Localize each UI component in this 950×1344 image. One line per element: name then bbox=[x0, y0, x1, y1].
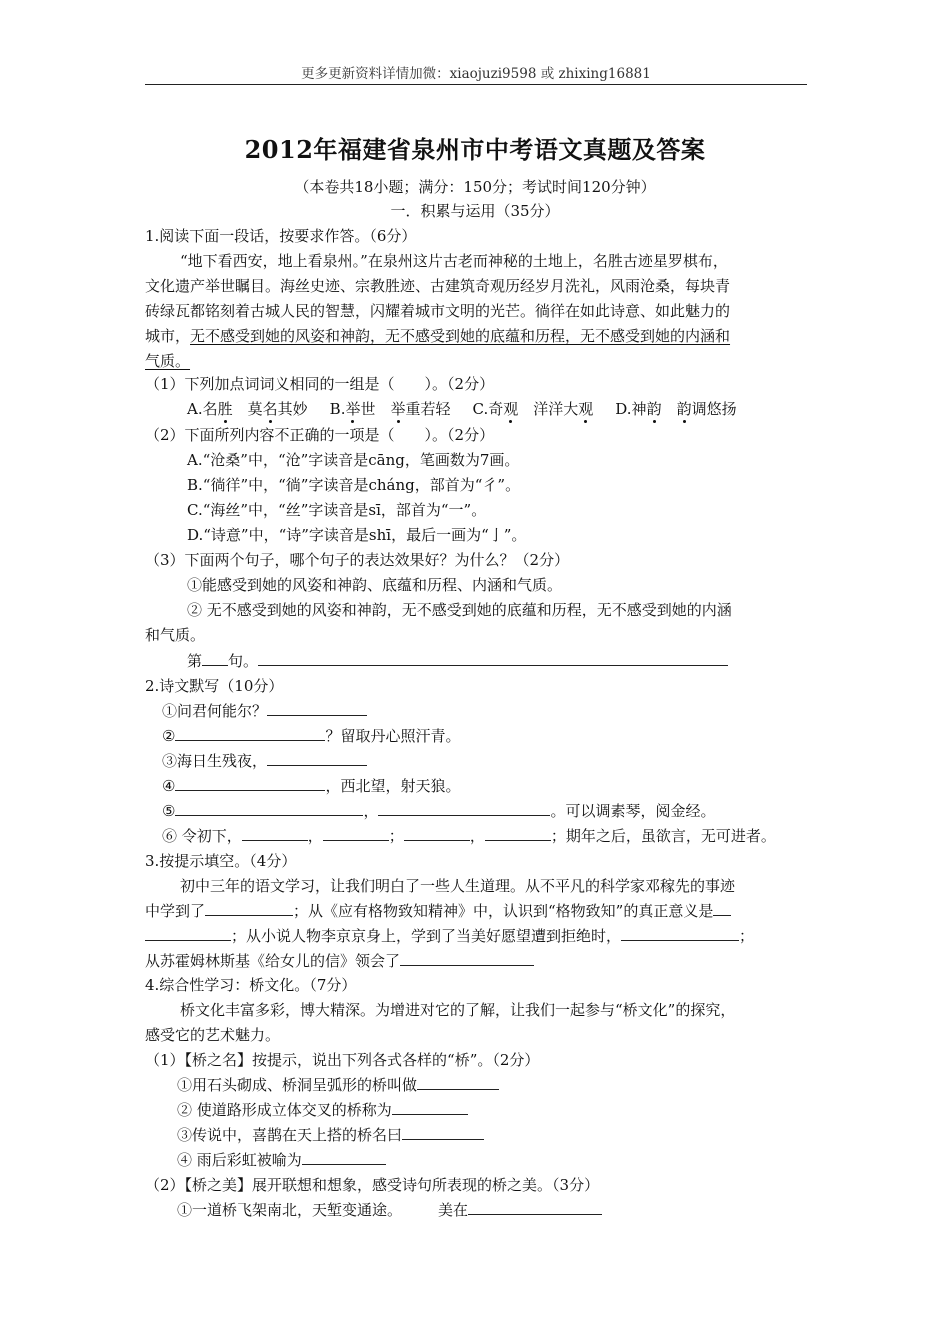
poem-text: ，西北望，射天狼。 bbox=[325, 777, 461, 795]
q2-line-6 bbox=[162, 825, 776, 847]
q1-sub1-options bbox=[187, 398, 737, 420]
q3-text: ； bbox=[739, 927, 755, 945]
answer-blank[interactable] bbox=[621, 925, 739, 941]
answer-suffix: 句。 bbox=[228, 652, 259, 670]
q3-heading: 3.按提示填空。（4分） bbox=[145, 852, 297, 870]
q1-heading: 1.阅读下面一段话，按要求作答。（6分） bbox=[145, 227, 417, 245]
answer-blank[interactable] bbox=[145, 925, 231, 941]
answer-blank[interactable] bbox=[267, 700, 367, 716]
section-heading: 一．积累与运用（35分） bbox=[390, 202, 560, 220]
q1-passage-line: “地下看西安，地上看泉州。”在泉州这片古老而神秘的土地上，名胜古迹星罗棋布， bbox=[180, 252, 728, 270]
poem-text: ， bbox=[363, 802, 379, 820]
answer-blank[interactable] bbox=[392, 1099, 468, 1115]
poem-text: ？留取丹心照汗青。 bbox=[325, 727, 461, 745]
q2-line-3 bbox=[162, 750, 367, 772]
answer-blank[interactable] bbox=[202, 650, 228, 666]
q1-passage-line: 文化遗产举世瞩目。海丝史迹、宗教胜迹、古建筑奇观历经岁月洗礼，风雨沧桑，每块青 bbox=[145, 277, 731, 295]
answer-blank[interactable] bbox=[417, 1074, 499, 1090]
option-b[interactable]: B.举世 举重若轻 bbox=[329, 400, 451, 418]
q1-passage-line: 砖绿瓦都铭刻着古城人民的智慧，闪耀着城市文明的光芒。徜徉在如此诗意、如此魅力的 bbox=[145, 302, 731, 320]
answer-blank[interactable] bbox=[267, 750, 367, 766]
answer-blank[interactable] bbox=[713, 900, 731, 916]
q4-sub1-item bbox=[177, 1074, 499, 1096]
q4-heading: 4.综合性学习：桥文化。（7分） bbox=[145, 976, 357, 994]
answer-blank[interactable] bbox=[400, 950, 534, 966]
poem-number: ② bbox=[162, 727, 176, 745]
q1-sub2-option-c[interactable]: C.“海丝”中，“丝”字读音是sī，部首为“一”。 bbox=[187, 501, 487, 519]
poem-text: 。可以调素琴，阅金经。 bbox=[550, 802, 716, 820]
poem-number: ⑤ bbox=[162, 802, 176, 820]
q4-sub1: （1）【桥之名】按提示，说出下列各式各样的“桥”。（2分） bbox=[145, 1051, 540, 1069]
q1-sub2: （2）下面所列内容不正确的一项是（ ）。（2分） bbox=[145, 426, 495, 444]
answer-blank[interactable] bbox=[302, 1149, 386, 1165]
q4-item-text: ② 使道路形成立体交叉的桥称为 bbox=[177, 1101, 392, 1119]
q2-line-1 bbox=[162, 700, 367, 722]
answer-blank[interactable] bbox=[485, 825, 551, 841]
q4-item-text: ①一道桥飞架南北，天堑变通途。 bbox=[177, 1201, 403, 1219]
q4-sub2: （2）【桥之美】展开联想和想象，感受诗句所表现的桥之美。（3分） bbox=[145, 1176, 600, 1194]
q1-sub3-sentence-1: ①能感受到她的风姿和神韵、底蕴和历程、内涵和气质。 bbox=[187, 576, 563, 594]
option-a[interactable]: A.名胜 莫名其妙 bbox=[187, 400, 308, 418]
answer-blank[interactable] bbox=[323, 825, 389, 841]
answer-blank[interactable] bbox=[175, 800, 363, 816]
poem-text: ⑥ 令初下， bbox=[162, 827, 242, 845]
header-divider bbox=[145, 84, 807, 85]
q3-text: ；从《应有格物致知精神》中，认识到“格物致知”的真正意义是 bbox=[293, 902, 714, 920]
page-title: 2012年福建省泉州市中考语文真题及答案 bbox=[244, 135, 706, 164]
answer-prefix: 第 bbox=[187, 652, 203, 670]
poem-punct: ， bbox=[307, 827, 323, 845]
q3-text-line bbox=[145, 950, 534, 972]
q1-sub2-option-d[interactable]: D.“诗意”中，“诗”字读音是shī，最后一画为“亅”。 bbox=[187, 526, 527, 544]
q4-sub1-item bbox=[177, 1124, 484, 1146]
q1-sub2-option-a[interactable]: A.“沧桑”中，“沧”字读音是cāng，笔画数为7画。 bbox=[187, 451, 520, 469]
q1-underlined-sentence-end: 气质。 bbox=[145, 352, 191, 370]
q2-line-5 bbox=[162, 800, 715, 822]
q3-text-line bbox=[145, 900, 731, 922]
q3-text-line bbox=[145, 925, 754, 947]
q1-sub3-sentence-2-end: 和气质。 bbox=[145, 626, 206, 644]
q1-passage-line bbox=[145, 325, 730, 347]
q2-line-2 bbox=[162, 725, 460, 747]
q4-intro-line: 桥文化丰富多彩，博大精深。为增进对它的了解，让我们一起参与“桥文化”的探究， bbox=[180, 1001, 736, 1019]
q1-sub3-answer bbox=[187, 650, 728, 672]
poem-text: ③海日生残夜， bbox=[162, 752, 268, 770]
q3-text: ；从小说人物李京京身上，学到了当美好愿望遭到拒绝时， bbox=[231, 927, 622, 945]
q1-sub3: （3）下面两个句子，哪个句子的表达效果好？为什么？（2分） bbox=[145, 551, 570, 569]
q1-passage-text: 城市， bbox=[145, 327, 191, 345]
answer-blank[interactable] bbox=[404, 825, 470, 841]
q1-underlined-sentence: 无不感受到她的风姿和神韵，无不感受到她的底蕴和历程，无不感受到她的内涵和 bbox=[190, 327, 731, 345]
answer-blank[interactable] bbox=[468, 1199, 602, 1215]
q3-text-line: 初中三年的语文学习，让我们明白了一些人生道理。从不平凡的科学家邓稼先的事迹 bbox=[180, 877, 736, 895]
option-c[interactable]: C.奇观 洋洋大观 bbox=[472, 400, 594, 418]
answer-blank[interactable] bbox=[242, 825, 308, 841]
q1-sub2-option-b[interactable]: B.“徜徉”中，“徜”字读音是cháng，部首为“彳”。 bbox=[187, 476, 521, 494]
q4-item-text: 美在 bbox=[438, 1201, 469, 1219]
answer-blank[interactable] bbox=[378, 800, 550, 816]
q1-sub1: （1）下列加点词词义相同的一组是（ ）。（2分） bbox=[145, 375, 495, 393]
poem-text: ①问君何能尔？ bbox=[162, 702, 268, 720]
exam-info: （本卷共18小题；满分：150分；考试时间120分钟） bbox=[294, 178, 656, 196]
q3-text: 从苏霍姆林斯基《给女儿的信》领会了 bbox=[145, 952, 401, 970]
q4-item-text: ①用石头砌成、桥洞呈弧形的桥叫做 bbox=[177, 1076, 418, 1094]
q4-sub1-item bbox=[177, 1149, 386, 1171]
answer-blank[interactable] bbox=[205, 900, 293, 916]
answer-blank[interactable] bbox=[258, 650, 728, 666]
answer-blank[interactable] bbox=[175, 775, 325, 791]
q4-intro-line: 感受它的艺术魅力。 bbox=[145, 1026, 281, 1044]
poem-punct: ， bbox=[469, 827, 485, 845]
q4-item-text: ③传说中，喜鹊在天上搭的桥名曰 bbox=[177, 1126, 403, 1144]
poem-text: ；期年之后，虽欲言，无可进者。 bbox=[550, 827, 776, 845]
answer-blank[interactable] bbox=[175, 725, 325, 741]
q4-item-text: ④ 雨后彩虹被喻为 bbox=[177, 1151, 302, 1169]
q2-heading: 2.诗文默写（10分） bbox=[145, 677, 284, 695]
q3-text: 中学到了 bbox=[145, 902, 206, 920]
header-note: 更多更新资料详情加微：xiaojuzi9598 或 zhixing16881 bbox=[301, 66, 651, 82]
q1-sub3-sentence-2: ② 无不感受到她的风姿和神韵，无不感受到她的底蕴和历程，无不感受到她的内涵 bbox=[187, 601, 732, 619]
q2-line-4 bbox=[162, 775, 460, 797]
poem-punct: ； bbox=[388, 827, 404, 845]
q4-sub2-item bbox=[177, 1199, 602, 1221]
option-d[interactable]: D.神韵 韵调悠扬 bbox=[615, 400, 737, 418]
poem-number: ④ bbox=[162, 777, 176, 795]
q4-sub1-item bbox=[177, 1099, 468, 1121]
answer-blank[interactable] bbox=[402, 1124, 484, 1140]
